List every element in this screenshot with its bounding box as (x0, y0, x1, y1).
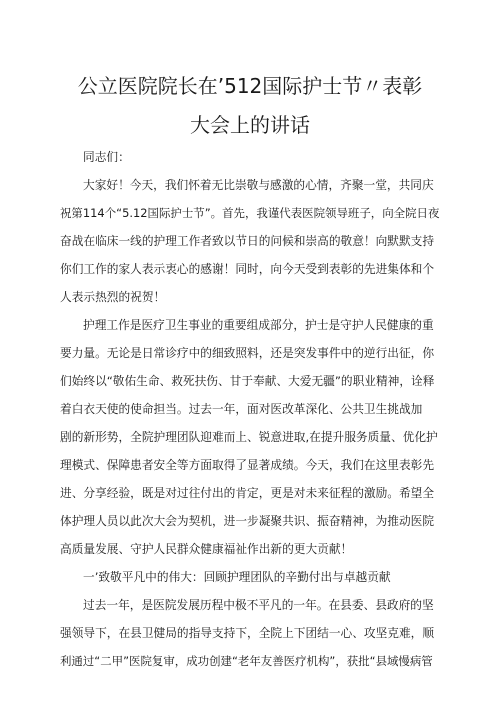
paragraph-line: 要力量。无论是日常诊疗中的细致照料，还是突发事件中的逆行出征，你 (60, 346, 435, 360)
paragraph-line: 剧的新形势，全院护理团队迎难而上、锐意进取,在提升服务质量、优化护 (60, 430, 438, 444)
paragraph-line: 祝第114个“5.12国际护士节”。首先，我谨代表医院领导班子，向全院日夜 (60, 206, 440, 220)
paragraph-line: 你们工作的家人表示衷心的感谢！同时，向今天受到表彰的先进集体和个 (60, 262, 435, 276)
paragraph-line: 过去一年，是医院发展历程中极不平凡的一年。在县委、县政府的坚 (83, 598, 434, 612)
document-title-line-1: 公立医院院长在’512国际护士节〃表彰 (77, 74, 423, 98)
paragraph-line: 利通过“二甲”医院复审，成功创建“老年友善医疗机构”，获批“县域慢病管 (60, 654, 433, 668)
paragraph-line: 人表示热烈的祝贺！ (60, 290, 166, 304)
section-heading: 一’致敬平凡中的伟大：回顾护理团队的辛勤付出与卓越贡献 (83, 570, 391, 584)
paragraph-line: 强领导下，在县卫健局的指导支持下，全院上下团结一心、攻坚克难，顺 (60, 626, 435, 640)
paragraph-line: 高质量发展、守护人民群众健康福祉作出新的更大贡献！ (60, 542, 353, 556)
paragraph-line: 着白衣天使的使命担当。过去一年，面对医改革深化、公共卫生挑战加 (60, 402, 423, 416)
paragraph-line: 大家好！今天，我们怀着无比崇敬与感激的心情，齐聚一堂，共同庆 (83, 178, 434, 192)
salutation: 同志们： (83, 150, 130, 164)
paragraph-line: 护理工作是医疗卫生事业的重要组成部分，护士是守护人民健康的重 (83, 318, 434, 332)
document-title-line-2: 大会上的讲话 (190, 113, 310, 137)
paragraph-line: 理模式、保障患者安全等方面取得了显著成绩。今天，我们在这里表彰先 (60, 458, 435, 472)
paragraph-line: 体护理人员以此次大会为契机，进一步凝聚共识、振奋精神，为推动医院 (60, 514, 435, 528)
paragraph-line: 们始终以“敬佑生命、救死扶伤、甘于奉献、大爱无疆”的职业精神，诠释 (60, 374, 435, 388)
paragraph-line: 进、分享经验，既是对过往付出的肯定，更是对未来征程的激励。希望全 (60, 486, 435, 500)
paragraph-line: 奋战在临床一线的护理工作者致以节日的问候和崇高的敬意！向默默支持 (60, 234, 435, 248)
